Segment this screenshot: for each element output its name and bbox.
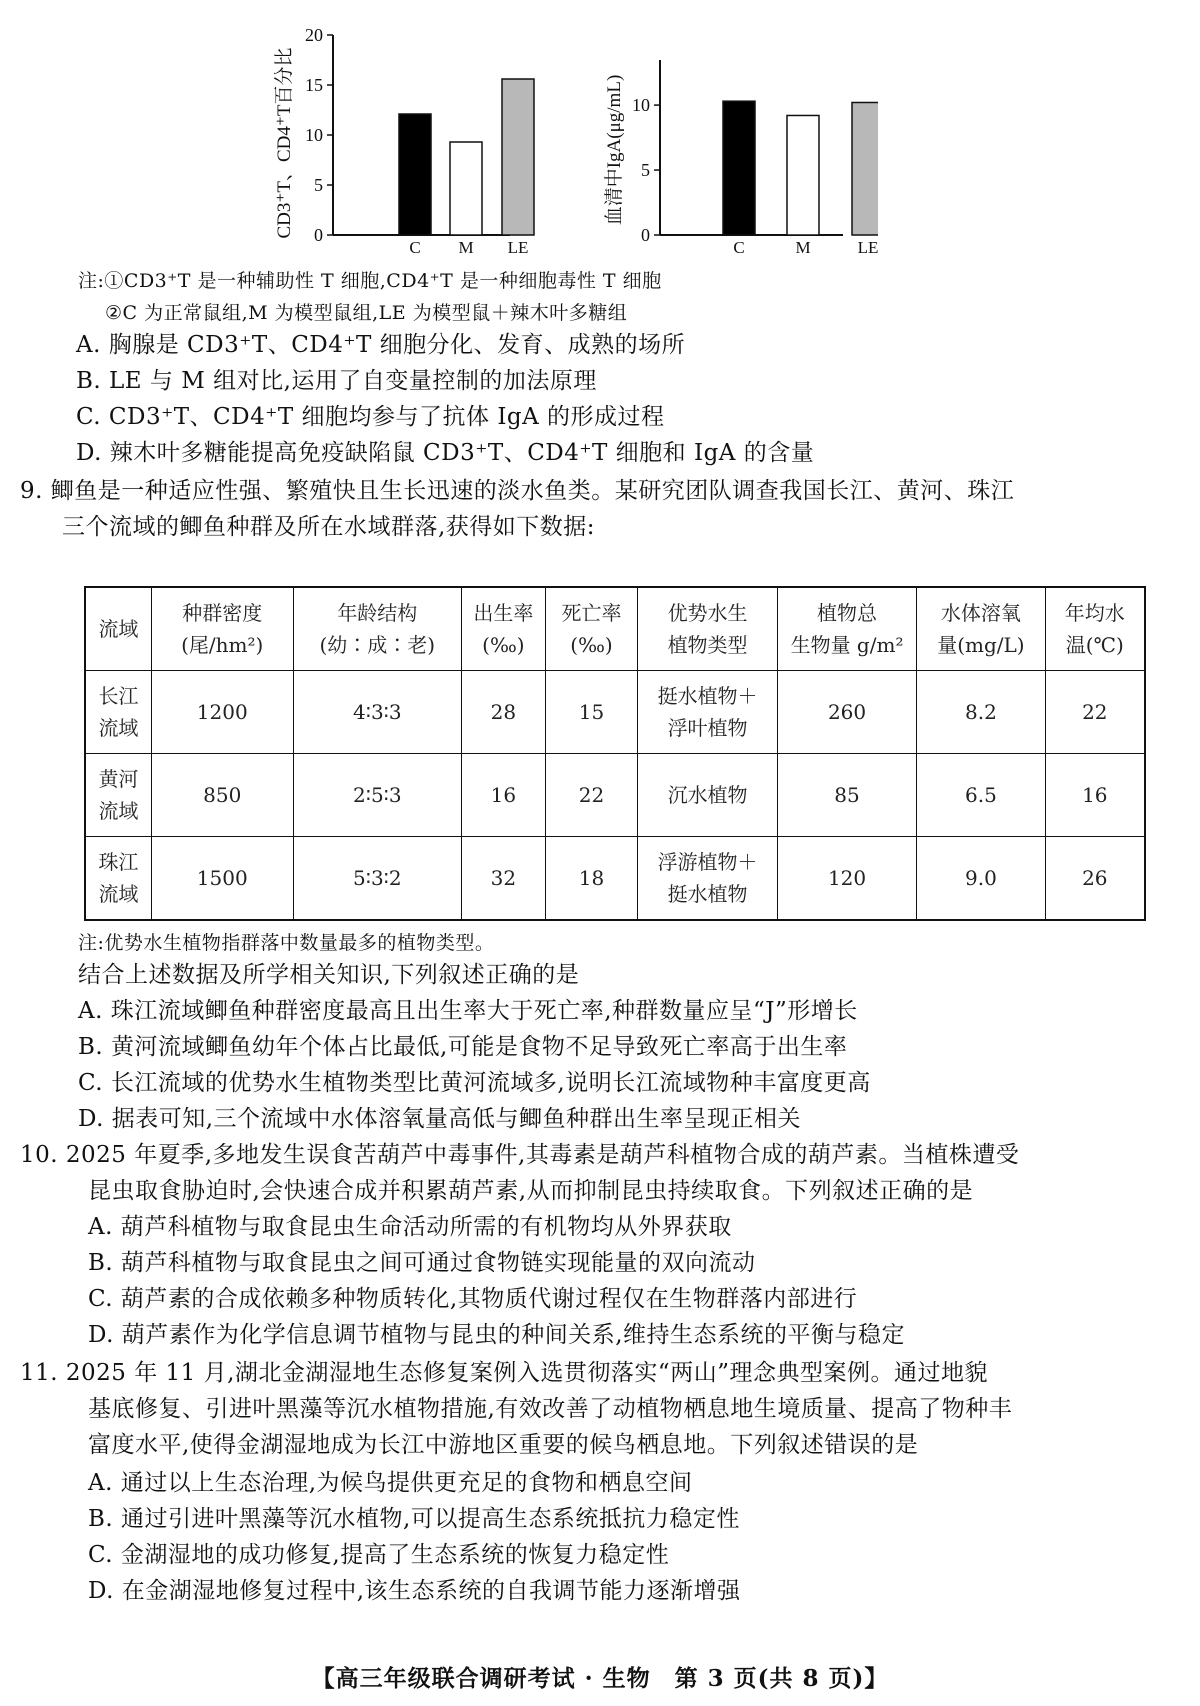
table-cell: 22 bbox=[1045, 671, 1145, 754]
q10-stem-line-1: 10. 2025 年夏季,多地发生误食苦葫芦中毒事件,其毒素是葫芦科植物合成的葫芦素。当植株遭受 bbox=[20, 1142, 1020, 1168]
table-cell: 260 bbox=[777, 671, 916, 754]
chart2-ylabel: 血清中IgA(μg/mL) bbox=[604, 74, 625, 226]
table-cell: 120 bbox=[777, 837, 916, 921]
q11-option-c: C. 金湖湿地的成功修复,提高了生态系统的恢复力稳定性 bbox=[88, 1542, 670, 1568]
x-tick-label: C bbox=[409, 238, 421, 257]
table-cell: 32 bbox=[462, 837, 546, 921]
y-tick-label: 10 bbox=[305, 125, 323, 145]
q9-option-a: A. 珠江流域鲫鱼种群密度最高且出生率大于死亡率,种群数量应呈“J”形增长 bbox=[78, 998, 858, 1024]
q11-option-d: D. 在金湖湿地修复过程中,该生态系统的自我调节能力逐渐增强 bbox=[88, 1578, 741, 1604]
q10-option-a: A. 葫芦科植物与取食昆虫生命活动所需的有机物均从外界获取 bbox=[88, 1214, 732, 1240]
carp-survey-table bbox=[84, 586, 1146, 921]
table-cell: 4∶3∶3 bbox=[293, 671, 461, 754]
chart1-yticks bbox=[305, 25, 333, 245]
table-cell: 珠江 流域 bbox=[85, 837, 151, 921]
y-tick-label: 15 bbox=[305, 75, 323, 95]
bar-le bbox=[502, 79, 534, 235]
x-tick-label: M bbox=[458, 238, 474, 257]
q9-prompt: 结合上述数据及所学相关知识,下列叙述正确的是 bbox=[78, 962, 580, 988]
table-header-cell: 种群密度 (尾/hm²) bbox=[151, 587, 293, 671]
chart2-bars bbox=[723, 101, 878, 235]
table-cell: 16 bbox=[1045, 754, 1145, 837]
table-cell: 22 bbox=[545, 754, 638, 837]
table-cell: 85 bbox=[777, 754, 916, 837]
q11-option-b: B. 通过引进叶黑藻等沉水植物,可以提高生态系统抵抗力稳定性 bbox=[88, 1506, 740, 1532]
table-cell: 5∶3∶2 bbox=[293, 837, 461, 921]
table-cell: 1200 bbox=[151, 671, 293, 754]
chart-serum-iga bbox=[598, 25, 878, 260]
table-cell: 黄河 流域 bbox=[85, 754, 151, 837]
y-tick-label: 5 bbox=[314, 175, 323, 195]
table-row bbox=[85, 754, 1145, 837]
y-tick-label: 20 bbox=[305, 25, 323, 45]
q8-option-c: C. CD3⁺T、CD4⁺T 细胞均参与了抗体 IgA 的形成过程 bbox=[76, 404, 665, 430]
q11-stem-line-1: 11. 2025 年 11 月,湖北金湖湿地生态修复案例入选贯彻落实“两山”理念典型案例。通过地貌 bbox=[20, 1360, 988, 1386]
x-tick-label: M bbox=[795, 238, 811, 257]
q8-option-b: B. LE 与 M 组对比,运用了自变量控制的加法原理 bbox=[76, 368, 597, 394]
chart2-yticks bbox=[632, 95, 660, 245]
q10-option-c: C. 葫芦素的合成依赖多种物质转化,其物质代谢过程仅在生物群落内部进行 bbox=[88, 1286, 858, 1312]
table-header-cell: 年均水 温(℃) bbox=[1045, 587, 1145, 671]
q9-table-note: 注:优势水生植物指群落中数量最多的植物类型。 bbox=[78, 932, 495, 954]
x-tick-label: LE bbox=[507, 238, 529, 257]
table-cell: 1500 bbox=[151, 837, 293, 921]
chart1-xlabels bbox=[409, 238, 528, 257]
table-header-cell: 植物总 生物量 g/m² bbox=[777, 587, 916, 671]
y-tick-label: 0 bbox=[314, 225, 323, 245]
q8-note-2: ②C 为正常鼠组,M 为模型鼠组,LE 为模型鼠＋辣木叶多糖组 bbox=[105, 302, 628, 324]
table-cell: 18 bbox=[545, 837, 638, 921]
table-cell: 长江 流域 bbox=[85, 671, 151, 754]
bar-m bbox=[787, 115, 819, 235]
q11-stem-line-3: 富度水平,使得金湖湿地成为长江中游地区重要的候鸟栖息地。下列叙述错误的是 bbox=[88, 1432, 919, 1458]
table-cell: 挺水植物＋ 浮叶植物 bbox=[638, 671, 777, 754]
x-tick-label: C bbox=[733, 238, 745, 257]
table-header-cell: 死亡率 (‰) bbox=[545, 587, 638, 671]
table-cell: 16 bbox=[462, 754, 546, 837]
table-header-cell: 出生率 (‰) bbox=[462, 587, 546, 671]
table-row bbox=[85, 837, 1145, 921]
table-cell: 沉水植物 bbox=[638, 754, 777, 837]
table-header-cell: 优势水生 植物类型 bbox=[638, 587, 777, 671]
table-cell: 9.0 bbox=[917, 837, 1045, 921]
table-header-cell: 流域 bbox=[85, 587, 151, 671]
q10-option-b: B. 葫芦科植物与取食昆虫之间可通过食物链实现能量的双向流动 bbox=[88, 1250, 756, 1276]
q9-option-c: C. 长江流域的优势水生植物类型比黄河流域多,说明长江流域物种丰富度更高 bbox=[78, 1070, 871, 1096]
q9-stem-line-1: 9. 鲫鱼是一种适应性强、繁殖快且生长迅速的淡水鱼类。某研究团队调查我国长江、黄河、珠江 bbox=[20, 478, 1015, 504]
q11-stem-line-2: 基底修复、引进叶黑藻等沉水植物措施,有效改善了动植物栖息地生境质量、提高了物种丰 bbox=[88, 1396, 1013, 1422]
q9-stem-line-2: 三个流域的鲫鱼种群及所在水域群落,获得如下数据: bbox=[62, 514, 596, 540]
table-cell: 8.2 bbox=[917, 671, 1045, 754]
bar-c bbox=[399, 114, 431, 235]
y-tick-label: 10 bbox=[632, 95, 650, 116]
bar-m bbox=[450, 142, 482, 235]
q10-option-d: D. 葫芦素作为化学信息调节植物与昆虫的种间关系,维持生态系统的平衡与稳定 bbox=[88, 1322, 906, 1348]
q9-option-b: B. 黄河流域鲫鱼幼年个体占比最低,可能是食物不足导致死亡率高于出生率 bbox=[78, 1034, 848, 1060]
table-header-row bbox=[85, 587, 1145, 671]
x-tick-label: LE bbox=[857, 238, 878, 257]
q9-option-d: D. 据表可知,三个流域中水体溶氧量高低与鲫鱼种群出生率呈现正相关 bbox=[78, 1106, 802, 1132]
q8-option-d: D. 辣木叶多糖能提高免疫缺陷鼠 CD3⁺T、CD4⁺T 细胞和 IgA 的含量 bbox=[76, 440, 815, 466]
table-cell: 2∶5∶3 bbox=[293, 754, 461, 837]
q8-option-a: A. 胸腺是 CD3⁺T、CD4⁺T 细胞分化、发育、成熟的场所 bbox=[76, 332, 686, 358]
table-header-cell: 年龄结构 (幼∶成∶老) bbox=[293, 587, 461, 671]
table-cell: 浮游植物＋ 挺水植物 bbox=[638, 837, 777, 921]
page-footer: 【高三年级联合调研考试 · 生物 第 3 页(共 8 页)】 bbox=[311, 1665, 889, 1692]
table-cell: 28 bbox=[462, 671, 546, 754]
chart1-bars bbox=[399, 79, 534, 235]
table-row bbox=[85, 671, 1145, 754]
y-tick-label: 5 bbox=[641, 160, 650, 181]
bar-c bbox=[723, 101, 755, 235]
table-cell: 26 bbox=[1045, 837, 1145, 921]
chart1-ylabel: CD3⁺T、CD4⁺T百分比 bbox=[274, 47, 295, 239]
q10-stem-line-2: 昆虫取食胁迫时,会快速合成并积累葫芦素,从而抑制昆虫持续取食。下列叙述正确的是 bbox=[88, 1178, 974, 1204]
chart-t-cell-percentage bbox=[265, 25, 545, 260]
q8-note-1: 注:①CD3⁺T 是一种辅助性 T 细胞,CD4⁺T 是一种细胞毒性 T 细胞 bbox=[78, 270, 662, 292]
y-tick-label: 0 bbox=[641, 225, 650, 245]
table-cell: 15 bbox=[545, 671, 638, 754]
table-cell: 850 bbox=[151, 754, 293, 837]
q11-option-a: A. 通过以上生态治理,为候鸟提供更充足的食物和栖息空间 bbox=[88, 1470, 693, 1496]
table-cell: 6.5 bbox=[917, 754, 1045, 837]
bar-le bbox=[852, 102, 878, 235]
chart2-xlabels bbox=[733, 238, 878, 257]
table-header-cell: 水体溶氧 量(mg/L) bbox=[917, 587, 1045, 671]
